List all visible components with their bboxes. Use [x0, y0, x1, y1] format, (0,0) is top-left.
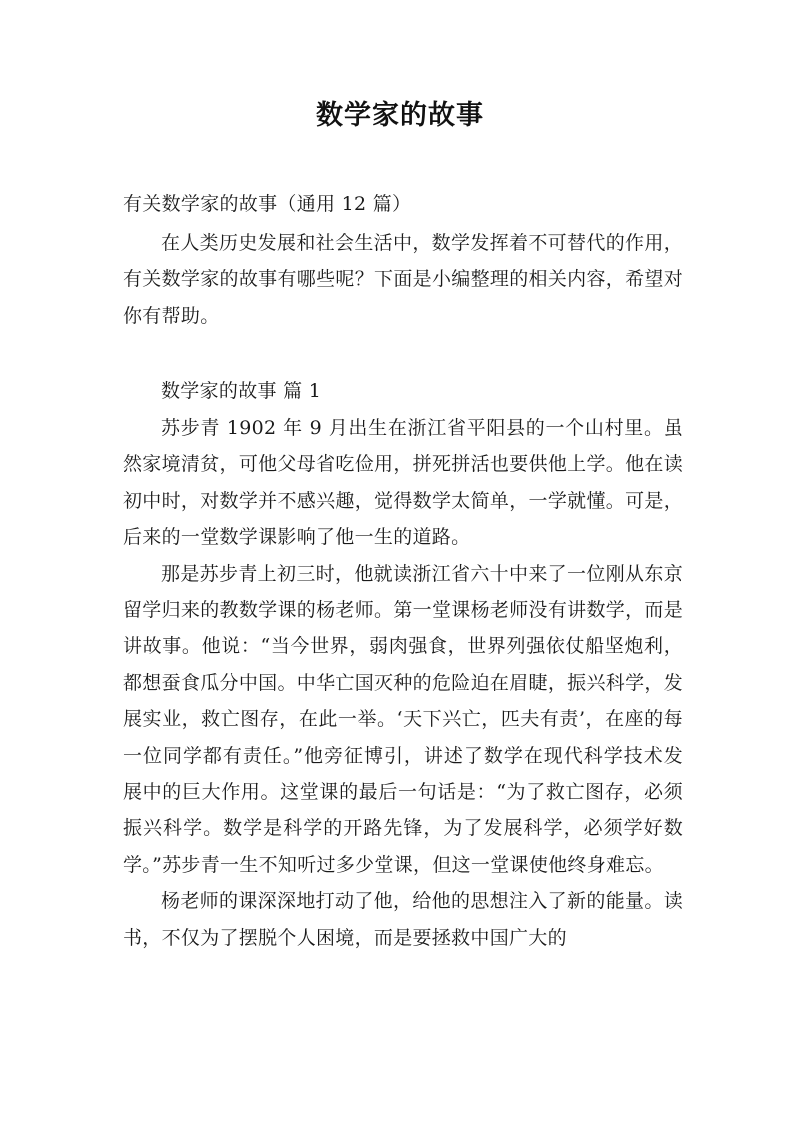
- section-heading: 数学家的故事 篇 1: [161, 380, 322, 402]
- section-body: [123, 410, 683, 956]
- body-paragraph: 苏步青 1902 年 9 月出生在浙江省平阳县的一个山村里。虽然家境清贫，可他父母省吃俭用，拼死拼活也要供他上学。他在读初中时，对数学并不感兴趣，觉得数学太简单，一学就懂。可是，后来的一堂数学课影响了他一生的道路。: [123, 417, 683, 549]
- body-paragraph: 杨老师的课深深地打动了他，给他的思想注入了新的能量。读书，不仅为了摆脱个人困境，而是要拯救中国广大的: [123, 890, 683, 949]
- document-title: 数学家的故事: [316, 100, 484, 131]
- document-subtitle: 有关数学家的故事（通用 12 篇）: [123, 193, 412, 215]
- body-paragraph: 那是苏步青上初三时，他就读浙江省六十中来了一位刚从东京留学归来的教数学课的杨老师。第一堂课杨老师没有讲数学，而是讲故事。他说：“当今世界，弱肉强食，世界列强依仗船坚炮利，都想蚕食瓜分中国。中华亡国灭种的危险迫在眉睫，振兴科学，发展实业，救亡图存，在此一举。‘天下兴亡，匹夫有责’，在座的每一位同学都有责任。”他旁征博引，讲述了数学在现代科学技术发展中的巨大作用。这堂课的最后一句话是：“为了救亡图存，必须振兴科学。数学是科学的开路先锋，为了发展科学，必须学好数学。”苏步青一生不知听过多少堂课，但这一堂课使他终身难忘。: [123, 562, 683, 876]
- intro-paragraph: 在人类历史发展和社会生活中，数学发挥着不可替代的作用，有关数学家的故事有哪些呢？下面是小编整理的相关内容，希望对你有帮助。: [123, 232, 683, 327]
